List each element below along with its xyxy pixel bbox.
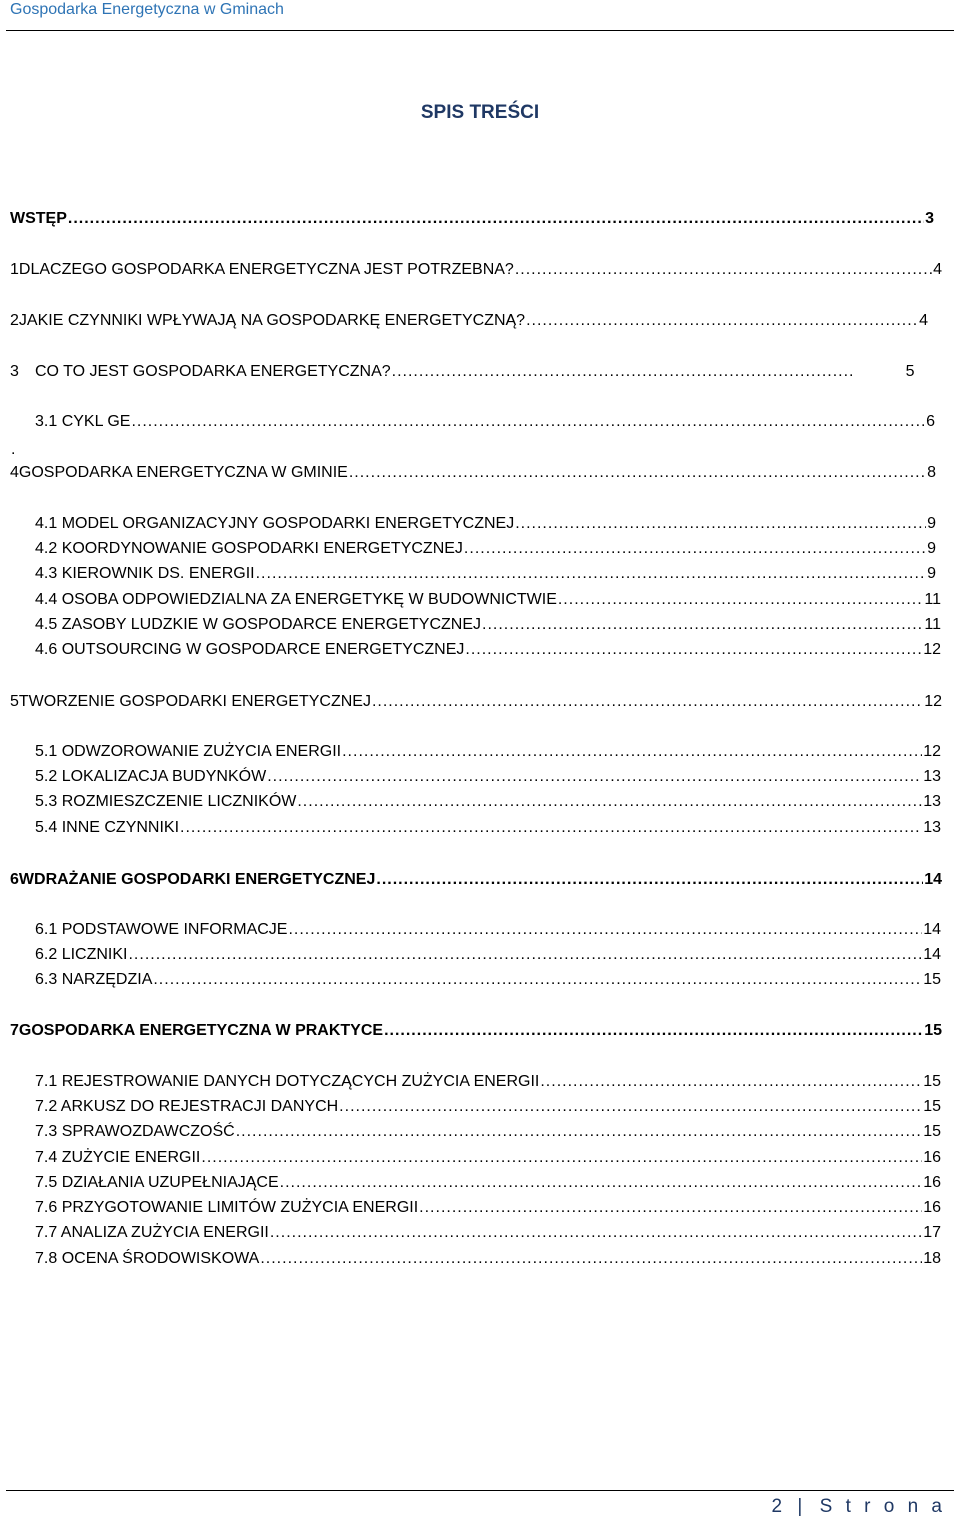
toc-entry[interactable]: [35, 539, 936, 559]
toc-entry-page: 5: [905, 363, 915, 380]
toc-leader: [270, 1223, 922, 1243]
toc-leader: [419, 1198, 922, 1218]
toc-entry-text: TWORZENIE GOSPODARKI ENERGETYCZNEJ: [18, 693, 371, 710]
toc-entry-text: 4.1 MODEL ORGANIZACYJNY GOSPODARKI ENERGETYCZNEJ: [35, 515, 515, 532]
toc-entry-page: 14: [923, 921, 941, 938]
toc-entry-page: 12: [923, 641, 941, 658]
toc-entry-page: 15: [923, 1073, 941, 1090]
toc-entry-text: DLACZEGO GOSPODARKA ENERGETYCZNA JEST POTRZEBNA?: [18, 261, 514, 278]
toc-leader: [465, 640, 922, 660]
toc-entry-page: 11: [924, 591, 941, 608]
toc-leader: [384, 1021, 923, 1041]
toc-entry-text: 6.1 PODSTAWOWE INFORMACJE: [35, 921, 288, 938]
toc-leader: [288, 920, 922, 940]
toc-entry-text: 4.3 KIEROWNIK DS. ENERGII: [35, 565, 255, 582]
stray-dot: .: [11, 441, 16, 458]
toc-entry-page: 3: [925, 210, 934, 227]
toc-entry-number: 1: [10, 261, 19, 278]
toc-entry[interactable]: [35, 792, 941, 812]
toc-entry-page: 15: [924, 1022, 942, 1039]
toc-leader: [131, 412, 925, 432]
toc-entry[interactable]: [35, 1198, 941, 1218]
toc-entry-text: 4.2 KOORDYNOWANIE GOSPODARKI ENERGETYCZNEJ: [35, 540, 463, 557]
toc-entry-number: 2: [10, 312, 19, 329]
toc-entry-text: WSTĘP: [10, 210, 67, 227]
toc-entry-page: 6: [926, 413, 935, 430]
toc-entry[interactable]: [10, 1021, 942, 1041]
toc-entry[interactable]: [10, 209, 934, 229]
toc-entry-page: 12: [924, 693, 942, 710]
toc-entry[interactable]: [35, 1223, 941, 1243]
toc-leader: [180, 818, 922, 838]
running-header: Gospodarka Energetyczna w Gminach: [10, 1, 284, 18]
toc-entry-page: 4: [919, 312, 928, 329]
toc-entry-page: 4: [933, 261, 942, 278]
page-footer: [772, 1496, 946, 1518]
toc-entry-page: 15: [923, 971, 941, 988]
toc-leader: [558, 590, 924, 610]
toc-entry[interactable]: [35, 1097, 941, 1117]
toc-leader: [526, 311, 918, 331]
toc-entry[interactable]: [35, 590, 941, 610]
toc-entry[interactable]: [35, 640, 941, 660]
footer-separator: |: [797, 1496, 807, 1517]
toc-entry[interactable]: [35, 742, 941, 762]
toc-leader: [267, 767, 922, 787]
toc-entry-page: 12: [923, 743, 941, 760]
toc-leader: [153, 970, 922, 990]
toc-entry-page: 16: [923, 1149, 941, 1166]
toc-leader: [372, 692, 923, 712]
toc-entry[interactable]: [35, 615, 941, 635]
toc-entry[interactable]: [35, 970, 941, 990]
toc-entry-text: 7.4 ZUŻYCIE ENERGII: [35, 1149, 201, 1166]
toc-entry[interactable]: [35, 564, 936, 584]
toc-entry[interactable]: [35, 1249, 941, 1269]
footer-rule: [6, 1490, 954, 1491]
toc-entry[interactable]: [10, 692, 942, 712]
toc-entry-page: 18: [923, 1250, 941, 1267]
toc-entry-text: 5.2 LOKALIZACJA BUDYNKÓW: [35, 768, 267, 785]
toc-leader: [68, 209, 924, 229]
toc-entry-text: 6.2 LICZNIKI: [35, 946, 128, 963]
toc-entry-page: 14: [924, 871, 942, 888]
toc-entry-page: 15: [923, 1098, 941, 1115]
toc-leader: [260, 1249, 922, 1269]
toc-entry-page: 16: [923, 1199, 941, 1216]
toc-entry-page: 13: [923, 768, 941, 785]
toc-entry[interactable]: [35, 945, 941, 965]
toc-leader: [540, 1072, 922, 1092]
toc-entry-number: 7: [10, 1022, 19, 1039]
toc-entry-text: WDRAŻANIE GOSPODARKI ENERGETYCZNEJ: [18, 871, 376, 888]
toc-entry[interactable]: [35, 920, 941, 940]
toc-entry[interactable]: [35, 412, 935, 432]
toc-entry[interactable]: [35, 767, 941, 787]
toc-leader: [297, 792, 922, 812]
toc-entry-text: 7.6 PRZYGOTOWANIE LIMITÓW ZUŻYCIA ENERGII: [35, 1199, 419, 1216]
toc-leader: [464, 539, 926, 559]
toc-entry-text: 5.1 ODWZOROWANIE ZUŻYCIA ENERGII: [35, 743, 342, 760]
toc-leader: [128, 945, 922, 965]
toc-entry-page: 9: [927, 565, 936, 582]
toc-entry[interactable]: [10, 311, 928, 331]
toc-entry[interactable]: [10, 870, 942, 890]
toc-entry-text: 7.3 SPRAWOZDAWCZOŚĆ: [35, 1123, 235, 1140]
toc-entry-number: 5: [10, 693, 19, 710]
toc-entry-text: 7.5 DZIAŁANIA UZUPEŁNIAJĄCE: [35, 1174, 279, 1191]
toc-leader: [201, 1148, 922, 1168]
toc-entry-text: 5.4 INNE CZYNNIKI: [35, 819, 180, 836]
toc-entry-page: 15: [923, 1123, 941, 1140]
toc-leader: [339, 1097, 922, 1117]
toc-entry-text: 4.4 OSOBA ODPOWIEDZIALNA ZA ENERGETYKĘ W BUDOWNICTWIE: [35, 591, 557, 608]
toc-entry-text: 3.1 CYKL GE: [35, 413, 131, 430]
toc-entry-number: 4: [10, 464, 19, 481]
toc-entry-page: 16: [923, 1174, 941, 1191]
toc-entry-text: 7.7 ANALIZA ZUŻYCIA ENERGII: [35, 1224, 269, 1241]
page-number: 2: [771, 1496, 787, 1517]
toc-leader: [376, 870, 923, 890]
toc-leader: [349, 463, 926, 483]
toc-entry-text: JAKIE CZYNNIKI WPŁYWAJĄ NA GOSPODARKĘ ENERGETYCZNĄ?: [18, 312, 526, 329]
toc-entry-page: 17: [923, 1224, 941, 1241]
toc-entry-page: 11: [924, 616, 941, 633]
toc-entry[interactable]: [10, 260, 942, 280]
toc-entry[interactable]: [35, 1072, 941, 1092]
toc-entry[interactable]: [10, 362, 934, 382]
toc-leader: [280, 1173, 923, 1193]
toc-entry-page: 9: [927, 540, 936, 557]
toc-entry-number: 3: [10, 363, 19, 380]
toc-entry-page: 14: [923, 946, 941, 963]
toc-entry-text: 7.2 ARKUSZ DO REJESTRACJI DANYCH: [35, 1098, 339, 1115]
toc-entry-text: GOSPODARKA ENERGETYCZNA W GMINIE: [18, 464, 348, 481]
toc-entry-text: 6.3 NARZĘDZIA: [35, 971, 153, 988]
toc-entry[interactable]: [10, 463, 936, 483]
toc-leader: [236, 1122, 922, 1142]
toc-entry[interactable]: [35, 514, 936, 534]
toc-entry[interactable]: [35, 1122, 941, 1142]
toc-leader: [256, 564, 926, 584]
toc-leader: [482, 615, 923, 635]
toc-entry-page: 13: [923, 819, 941, 836]
toc-entry-text: 4.6 OUTSOURCING W GOSPODARCE ENERGETYCZNEJ: [35, 641, 465, 658]
toc-entry-text: CO TO JEST GOSPODARKA ENERGETYCZNA?: [35, 363, 391, 380]
toc-entry[interactable]: [35, 1173, 941, 1193]
toc-entry-page: 9: [927, 515, 936, 532]
toc-entry-page: 13: [923, 793, 941, 810]
toc-entry[interactable]: [35, 818, 941, 838]
toc-entry-text: 4.5 ZASOBY LUDZKIE W GOSPODARCE ENERGETYCZNEJ: [35, 616, 482, 633]
toc-leader: [392, 362, 852, 382]
header-rule: [6, 30, 954, 31]
toc-entry[interactable]: [35, 1148, 941, 1168]
toc-title: SPIS TREŚCI: [420, 102, 540, 123]
page-label: S t r o n a: [819, 1496, 946, 1517]
toc-entry-number: 6: [10, 871, 19, 888]
toc-leader: [515, 514, 926, 534]
toc-leader: [342, 742, 922, 762]
toc-entry-text: GOSPODARKA ENERGETYCZNA W PRAKTYCE: [18, 1022, 384, 1039]
toc-entry-text: 7.8 OCENA ŚRODOWISKOWA: [35, 1250, 260, 1267]
toc-leader: [515, 260, 932, 280]
toc-entry-text: 7.1 REJESTROWANIE DANYCH DOTYCZĄCYCH ZUŻYCIA ENERGII: [35, 1073, 540, 1090]
toc-entry-text: 5.3 ROZMIESZCZENIE LICZNIKÓW: [35, 793, 297, 810]
toc-entry-page: 8: [927, 464, 936, 481]
